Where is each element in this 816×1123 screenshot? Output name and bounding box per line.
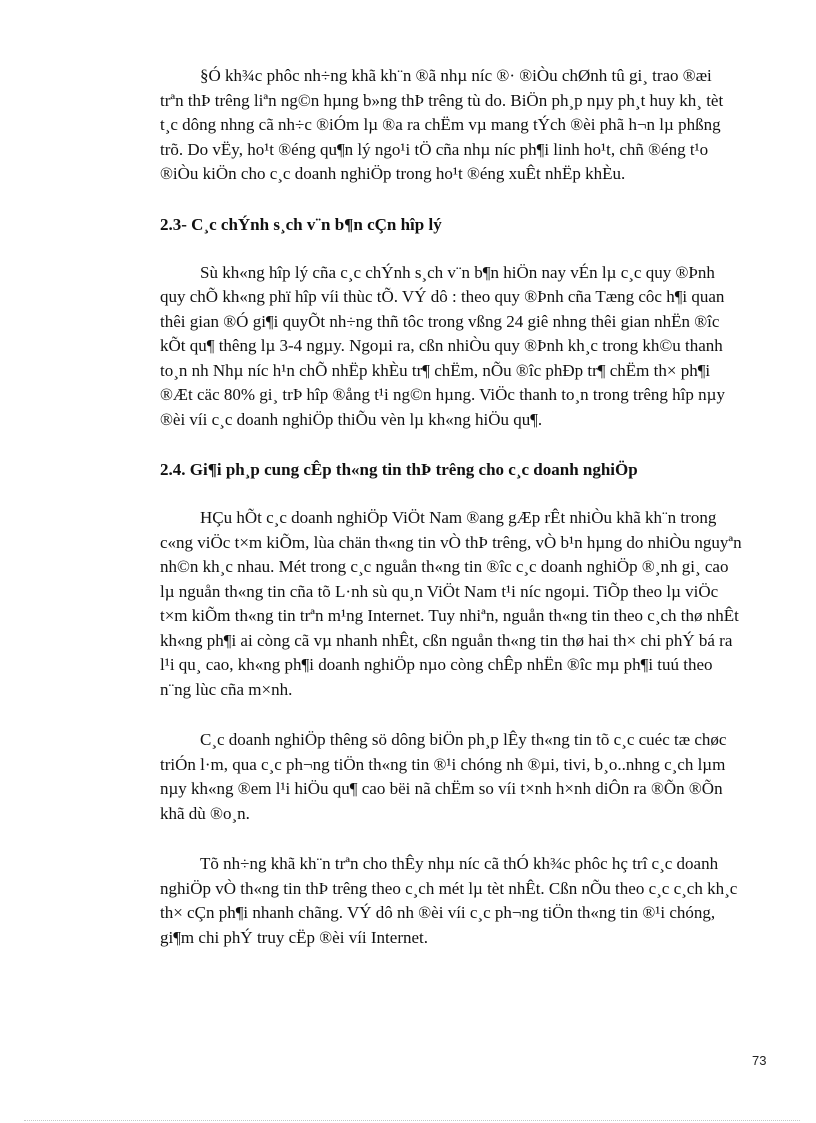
text-line: quy chÕ kh«ng phï hîp víi thùc tÕ. VÝ dô : theo quy ®Þnh cña Tæng côc h¶i quan xyxy=(160,287,725,306)
text-line: nghiÖp vÒ th«ng tin thÞ trêng theo c¸ch mét lµ tèt nhÊt. Cßn nÕu theo c¸c c¸ch kh¸c xyxy=(160,878,738,898)
text-line: nh©n kh¸c nhau. Mét trong c¸c nguån th«ng tin ®îc c¸c doanh nghiÖp ®¸nh gi¸ cao xyxy=(160,557,729,576)
paragraph-policy-documents xyxy=(160,261,758,433)
text-line: ®Æt cäc 80% gi¸ trÞ hîp ®ång t¹i ng©n hµng. ViÖc thanh to¸n trong trêng hîp nµy xyxy=(160,385,725,404)
text-line: c«ng viÖc t×m kiÕm, lùa chän th«ng tin vÒ thÞ trêng, vÒ b¹n hµng do nhiÒu nguyªn xyxy=(160,532,742,552)
text-line: HÇu hÕt c¸c doanh nghiÖp ViÖt Nam ®ang gÆp rÊt nhiÒu khã kh¨n trong xyxy=(200,508,717,527)
text-line: kh«ng ph¶i ai còng cã vµ nhanh nhÊt, cßn nguån th«ng tin thø hai th× chi phÝ bá ra xyxy=(160,630,733,650)
text-line: nµy kh«ng ®em l¹i hiÖu qu¶ cao bëi nã chËm so víi t×nh h×nh diÔn ra ®Õn ®Õn xyxy=(160,779,723,798)
text-line: to¸n nh Nhµ níc h¹n chÕ nhËp khÈu tr¶ chËm, nÕu ®îc phÐp tr¶ chËm th× ph¶i xyxy=(160,360,711,380)
text-line: t×m kiÕm th«ng tin trªn m¹ng Internet. Tuy nhiªn, nguån th«ng tin theo c¸ch thø nhÊt xyxy=(160,606,739,625)
text-line: l¹i qu¸ cao, kh«ng ph¶i doanh nghiÖp nµo còng chÊp nhËn ®îc mµ ph¶i tuú theo xyxy=(160,655,713,674)
text-line: C¸c doanh nghiÖp thêng sö dông biÖn ph¸p lÊy th«ng tin tõ c¸c cuéc tæ chøc xyxy=(200,730,727,749)
text-line: khã dù ®o¸n. xyxy=(160,803,250,823)
paragraph-state-support xyxy=(160,852,758,950)
text-line: trõ. Do vËy, ho¹t ®éng qu¶n lý ngo¹i tÖ cña nhµ níc ph¶i linh ho¹t, chñ ®éng t¹o xyxy=(160,139,709,159)
paragraph-exchange-rate xyxy=(160,64,758,187)
text-line: ®iÒu kiÖn cho c¸c doanh nghiÖp trong ho¹t ®éng xuÊt nhËp khÈu. xyxy=(160,164,626,183)
text-line: kÕt qu¶ thêng lµ 3-4 ngµy. Ngoµi ra, cßn nhiÒu quy ®Þnh kh¸c trong kh©u thanh xyxy=(160,336,723,355)
text-line: thêi gian ®Ó gi¶i quyÕt nh÷ng thñ tôc trong vßng 24 giê nhng thêi gian nhËn ®îc xyxy=(160,311,720,331)
text-line: gi¶m chi phÝ truy cËp ®èi víi Internet. xyxy=(160,927,428,947)
text-line: t¸c dông nhng cã nh÷c ®iÓm lµ ®a ra chËm vµ mang tÝch ®èi phã h¬n lµ phßng xyxy=(160,115,721,134)
text-line: trªn thÞ trêng liªn ng©n hµng b»ng thÞ trêng tù do. BiÖn ph¸p nµy ph¸t huy kh¸ tèt xyxy=(160,90,724,110)
text-line: ®èi víi c¸c doanh nghiÖp thiÕu vèn lµ kh«ng hiÖu qu¶. xyxy=(160,409,543,429)
page-number: 73 xyxy=(752,1053,767,1068)
text-line: lµ nguån th«ng tin cña tõ L·nh sù qu¸n ViÖt Nam t¹i níc ngoµi. TiÕp theo lµ viÖc xyxy=(160,581,719,601)
text-line: Tõ nh÷ng khã kh¨n trªn cho thÊy nhµ níc cã thÓ kh¾c phôc hç trî c¸c doanh xyxy=(200,854,719,873)
paragraph-market-information xyxy=(160,506,758,702)
text-line: n¨ng lùc cña m×nh. xyxy=(160,679,293,699)
text-line: §Ó kh¾c phôc nh÷ng khã kh¨n ®ã nhµ níc ®· ®iÒu chØnh tû gi¸ trao ®æi xyxy=(200,66,712,85)
page-body xyxy=(160,64,758,976)
section-heading-2-4: 2.4. Gi¶i ph¸p cung cÊp th«ng tin thÞ trêng cho c¸c doanh nghiÖp xyxy=(160,460,638,479)
footer-divider xyxy=(24,1120,800,1121)
section-heading-2-3: 2.3- C¸c chÝnh s¸ch v¨n b¶n cÇn hîp lý xyxy=(160,214,442,234)
text-line: triÓn l·m, qua c¸c ph¬ng tiÖn th«ng tin ®¹i chóng nh ®µi, tivi, b¸o..nhng c¸ch lµm xyxy=(160,754,726,774)
text-line: Sù kh«ng hîp lý cña c¸c chÝnh s¸ch v¨n b¶n hiÖn nay vÉn lµ c¸c quy ®Þnh xyxy=(200,262,715,282)
text-line: th× cÇn ph¶i nhanh chãng. VÝ dô nh ®èi víi c¸c ph¬ng tiÖn th«ng tin ®¹i chóng, xyxy=(160,903,716,922)
paragraph-information-methods xyxy=(160,728,758,826)
